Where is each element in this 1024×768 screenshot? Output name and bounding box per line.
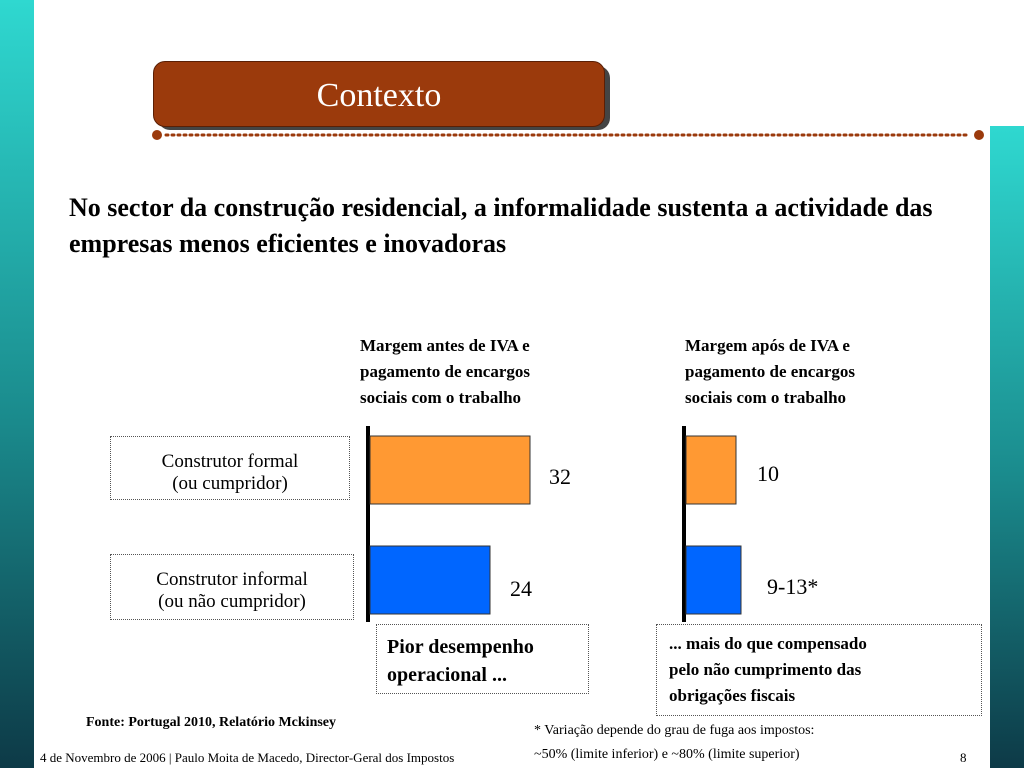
value-label-right-formal: 10 <box>757 461 779 486</box>
left-chart-title-line: pagamento de encargos <box>360 362 530 381</box>
callout-line: ... mais do que compensado <box>669 634 867 653</box>
callout-line: Pior desempenho <box>387 636 534 658</box>
left-bar-formal <box>370 436 530 504</box>
right-bar-informal <box>686 546 741 614</box>
value-label-left-formal: 32 <box>549 464 571 489</box>
right-chart-title-line: pagamento de encargos <box>685 362 855 381</box>
right-bar-formal <box>686 436 736 504</box>
left-chart-title-line: Margem antes de IVA e <box>360 336 530 355</box>
footnote-line: * Variação depende do grau de fuga aos impostos: <box>534 723 815 738</box>
callout-right <box>656 624 982 716</box>
callout-line: pelo não cumprimento das <box>669 660 862 679</box>
footnote <box>534 719 814 767</box>
footer-text: 4 de Novembro de 2006 | Paulo Moita de Macedo, Director-Geral dos Impostos <box>40 750 455 765</box>
value-label-left-informal: 24 <box>510 576 532 601</box>
source-citation: Fonte: Portugal 2010, Relatório Mckinsey <box>86 715 337 730</box>
headline: No sector da construção residencial, a informalidade sustenta a actividade das empresas menos eficientes e inovadoras <box>69 193 933 258</box>
value-label-right-informal: 9-13* <box>767 574 819 599</box>
row-label-line: Construtor informal <box>156 569 308 590</box>
page-number: 8 <box>960 750 967 765</box>
callout-line: operacional ... <box>387 664 507 686</box>
row-label-line: Construtor formal <box>161 451 299 472</box>
row-label-line: (ou não cumpridor) <box>158 591 306 612</box>
footnote-line: ~50% (limite inferior) e ~80% (limite superior) <box>534 747 800 762</box>
slide-title: Contexto <box>153 61 605 127</box>
callout-line: obrigações fiscais <box>669 686 796 705</box>
right-chart-title-line: Margem após de IVA e <box>685 336 850 355</box>
right-chart-title-line: sociais com o trabalho <box>685 388 847 407</box>
row-label-line: (ou cumpridor) <box>172 473 288 494</box>
callout-left <box>376 624 589 694</box>
left-bar-informal <box>370 546 490 614</box>
left-chart-title-line: sociais com o trabalho <box>360 388 522 407</box>
